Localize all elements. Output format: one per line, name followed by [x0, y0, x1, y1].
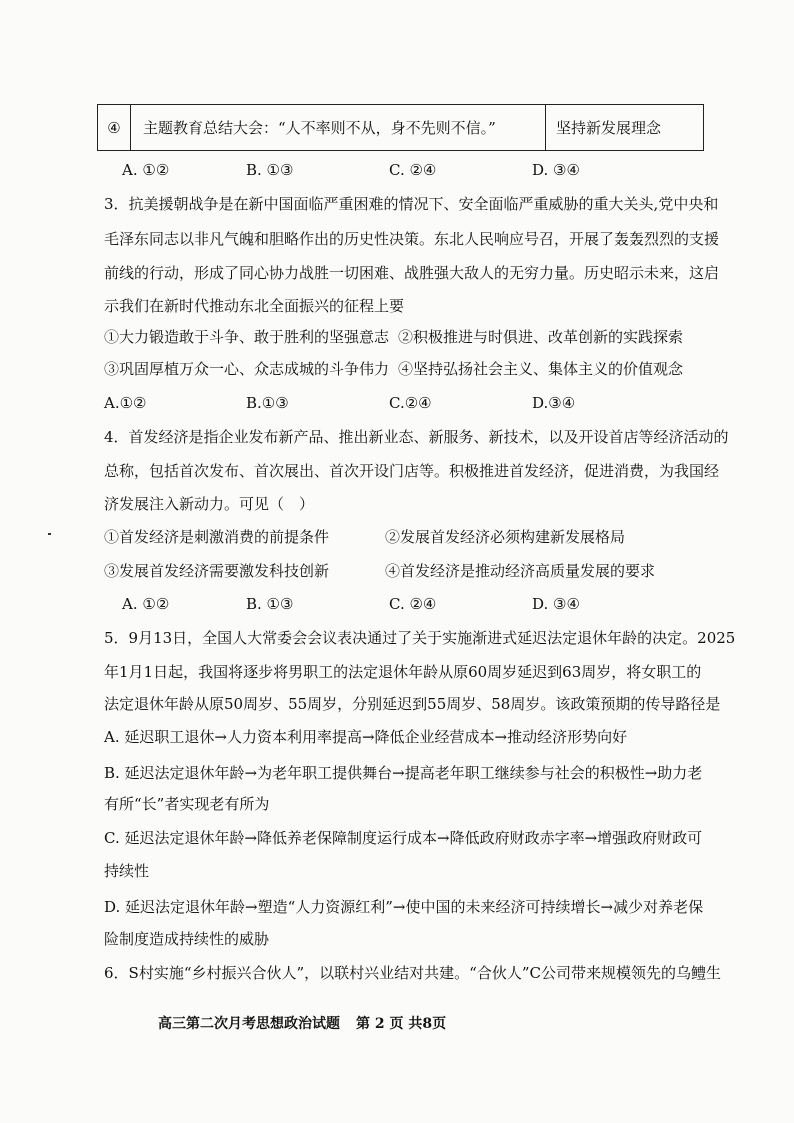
- q3-item-3: ③巩固厚植万众一心、众志成城的斗争伟力: [104, 360, 390, 378]
- q3-stem-line: 前线的行动，形成了同心协力战胜一切困难、战胜强大敌人的无穷力量。历史昭示未来，这启: [104, 264, 720, 282]
- scan-mark: [48, 533, 51, 535]
- q4-item-1: ①首发经济是刺激消费的前提条件: [104, 528, 330, 546]
- q4-stem-line: 济发展注入新动力。可见（ ）: [104, 495, 315, 513]
- q5-option-c-cont: 持续性: [104, 862, 150, 880]
- q3-item-2: ②积极推进与时俱进、改革创新的实践探索: [398, 328, 684, 346]
- q2-option-d: D. ③④: [532, 161, 580, 179]
- table-row-right: 坚持新发展理念: [546, 105, 704, 151]
- q6-stem-line: 6．S村实施“乡村振兴合伙人”，以联村兴业结对共建。“合伙人”C公司带来规模领先的乌鳢生: [104, 964, 721, 982]
- q4-stem-line: 总称，包括首次发布、首次展出、首次开设门店等。积极推进首发经济，促进消费，为我国经: [104, 462, 720, 480]
- q5-option-b: B. 延迟法定退休年龄→为老年职工提供舞台→提高老年职工继续参与社会的积极性→助力老: [104, 764, 703, 782]
- q5-stem-line: 法定退休年龄从原50周岁、55周岁，分别延迟到55周岁、58周岁。该政策预期的传导路径是: [104, 695, 721, 713]
- q4-option-d: D. ③④: [532, 595, 580, 613]
- q3-item-4: ④坚持弘扬社会主义、集体主义的价值观念: [398, 360, 684, 378]
- table-row-content: 主题教育总结大会：“人不率则不从，身不先则不信。”: [131, 105, 546, 151]
- footer-title: 高三第二次月考思想政治试题: [158, 1016, 340, 1032]
- q3-stem-line: 3．抗美援朝战争是在新中国面临严重困难的情况下、安全面临严重威胁的重大关头,党中央和: [104, 195, 719, 213]
- q4-option-a: A. ①②: [122, 595, 170, 613]
- q4-stem-line: 4．首发经济是指企业发布新产品、推出新业态、新服务、新技术，以及开设首店等经济活动的: [104, 428, 729, 446]
- q2-option-c: C. ②④: [389, 161, 437, 179]
- q4-item-4: ④首发经济是推动经济高质量发展的要求: [385, 562, 656, 580]
- q2-option-b: B. ①③: [246, 161, 294, 179]
- footer-page-number: 第 2 页 共8页: [356, 1016, 447, 1032]
- q5-option-a: A. 延迟职工退休→人力资本利用率提高→降低企业经营成本→推动经济形势向好: [104, 728, 628, 746]
- q5-option-d-cont: 险制度造成持续性的威胁: [104, 930, 270, 948]
- q3-option-c: C.②④: [389, 394, 432, 412]
- q5-option-d: D. 延迟法定退休年龄→塑造“人力资源红利”→使中国的未来经济可持续增长→减少对养老保: [104, 898, 704, 916]
- q5-stem-line: 年1月1日起，我国将逐步将男职工的法定退休年龄从原60周岁延迟到63周岁，将女职工的: [104, 663, 702, 681]
- table-row: [98, 105, 704, 151]
- q3-option-a: A.①②: [104, 394, 147, 412]
- q5-stem-line: 5．9月13日，全国人大常委会会议表决通过了关于实施渐进式延迟法定退休年龄的决定。2025: [104, 629, 736, 647]
- q3-stem-line: 示我们在新时代推动东北全面振兴的征程上要: [104, 297, 405, 315]
- q5-option-c: C. 延迟法定退休年龄→降低养老保障制度运行成本→降低政府财政赤字率→增强政府财政可: [104, 829, 703, 847]
- options-table: [97, 104, 704, 151]
- q2-option-a: A. ①②: [122, 161, 170, 179]
- q4-option-b: B. ①③: [246, 595, 294, 613]
- q3-option-d: D.③④: [532, 394, 576, 412]
- q4-item-3: ③发展首发经济需要激发科技创新: [104, 562, 330, 580]
- q3-stem-line: 毛泽东同志以非凡气魄和胆略作出的历史性决策。东北人民响应号召，开展了轰轰烈烈的支援: [104, 230, 720, 248]
- table-row-number: ④: [98, 105, 131, 151]
- q4-item-2: ②发展首发经济必须构建新发展格局: [385, 528, 626, 546]
- q4-option-c: C. ②④: [389, 595, 437, 613]
- q3-item-1: ①大力锻造敢于斗争、敢于胜利的坚强意志: [104, 328, 390, 346]
- q3-option-b: B.①③: [246, 394, 289, 412]
- q5-option-b-cont: 有所“长”者实现老有所为: [104, 795, 270, 813]
